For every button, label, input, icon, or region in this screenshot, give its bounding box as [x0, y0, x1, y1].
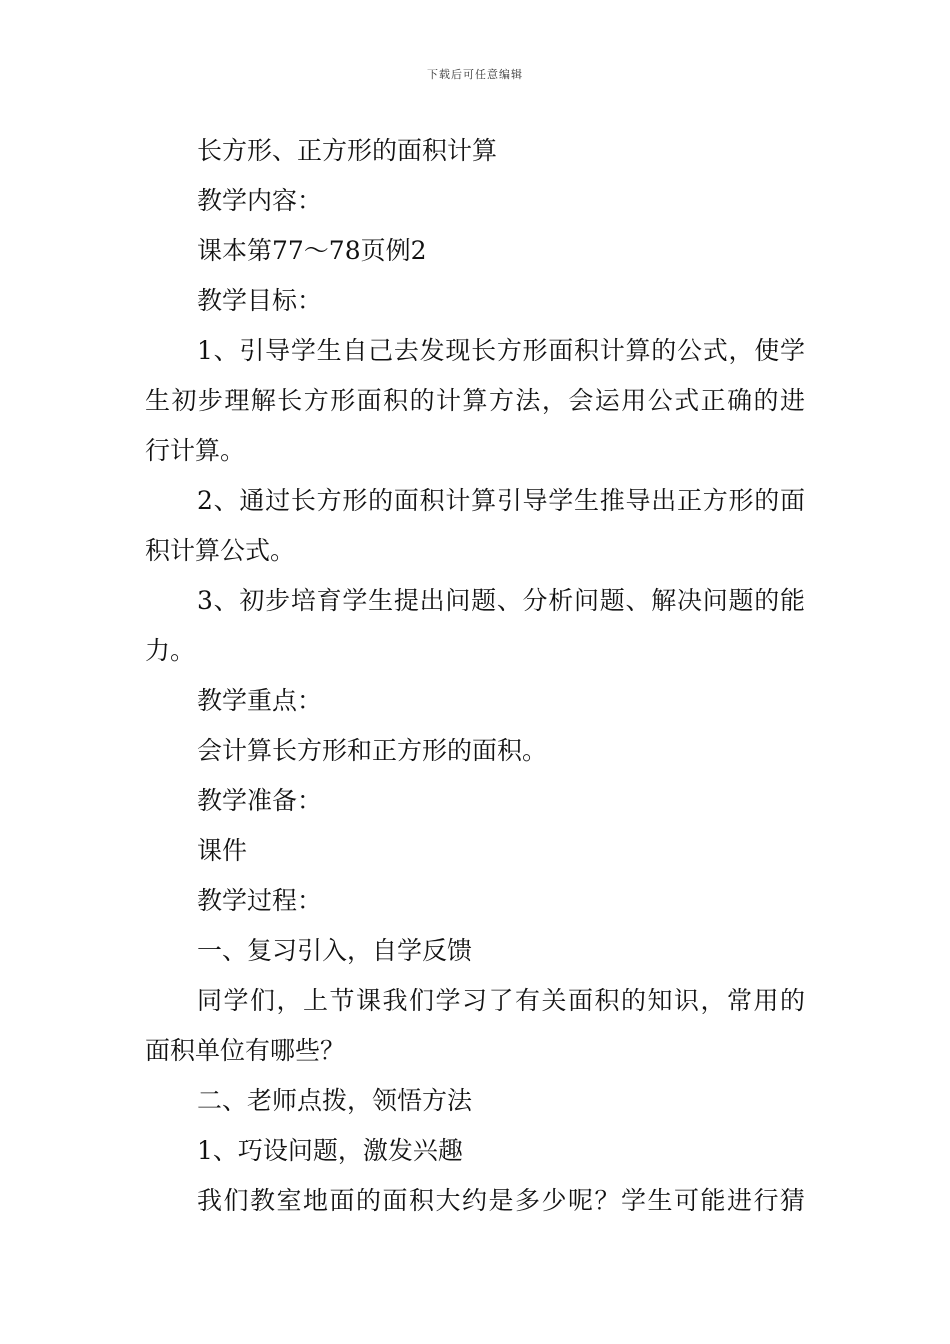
document-title: 长方形、正方形的面积计算 — [197, 136, 498, 165]
key-text: 会计算长方形和正方形的面积。 — [197, 736, 548, 765]
goal2-line1: 2、通过长方形的面积计算引导学生推导出正方形的面 — [197, 486, 805, 515]
sub1-para-line1: 我们教室地面的面积大约是多少呢？学生可能进行猜 — [197, 1186, 805, 1215]
goal1-line1: 1、引导学生自己去发现长方形面积计算的公式，使学 — [197, 336, 805, 365]
content-text: 课本第77～78页例2 — [197, 236, 427, 265]
section2-title: 二、老师点拨，领悟方法 — [197, 1086, 473, 1115]
goal1-line2: 生初步理解长方形面积的计算方法，会运用公式正确的进 — [145, 386, 805, 415]
process-heading: 教学过程： — [197, 886, 323, 915]
goal3-line1: 3、初步培育学生提出问题、分析问题、解决问题的能 — [197, 586, 805, 615]
goals-heading: 教学目标： — [197, 286, 323, 315]
sub1-title: 1、巧设问题，激发兴趣 — [197, 1136, 463, 1165]
goal2-line2: 积计算公式。 — [145, 536, 296, 565]
section1-title: 一、复习引入，自学反馈 — [197, 936, 473, 965]
goal1-line3: 行计算。 — [145, 436, 246, 465]
key-heading: 教学重点： — [197, 686, 323, 715]
content-heading: 教学内容： — [197, 186, 323, 215]
section1-para-line2: 面积单位有哪些？ — [145, 1036, 346, 1065]
section1-para-line1: 同学们，上节课我们学习了有关面积的知识，常用的 — [197, 986, 805, 1015]
goal3-line2: 力。 — [145, 636, 196, 665]
prep-heading: 教学准备： — [197, 786, 323, 815]
header-note: 下载后可任意编辑 — [427, 68, 523, 81]
document-body — [145, 126, 805, 1226]
prep-text: 课件 — [197, 836, 248, 865]
